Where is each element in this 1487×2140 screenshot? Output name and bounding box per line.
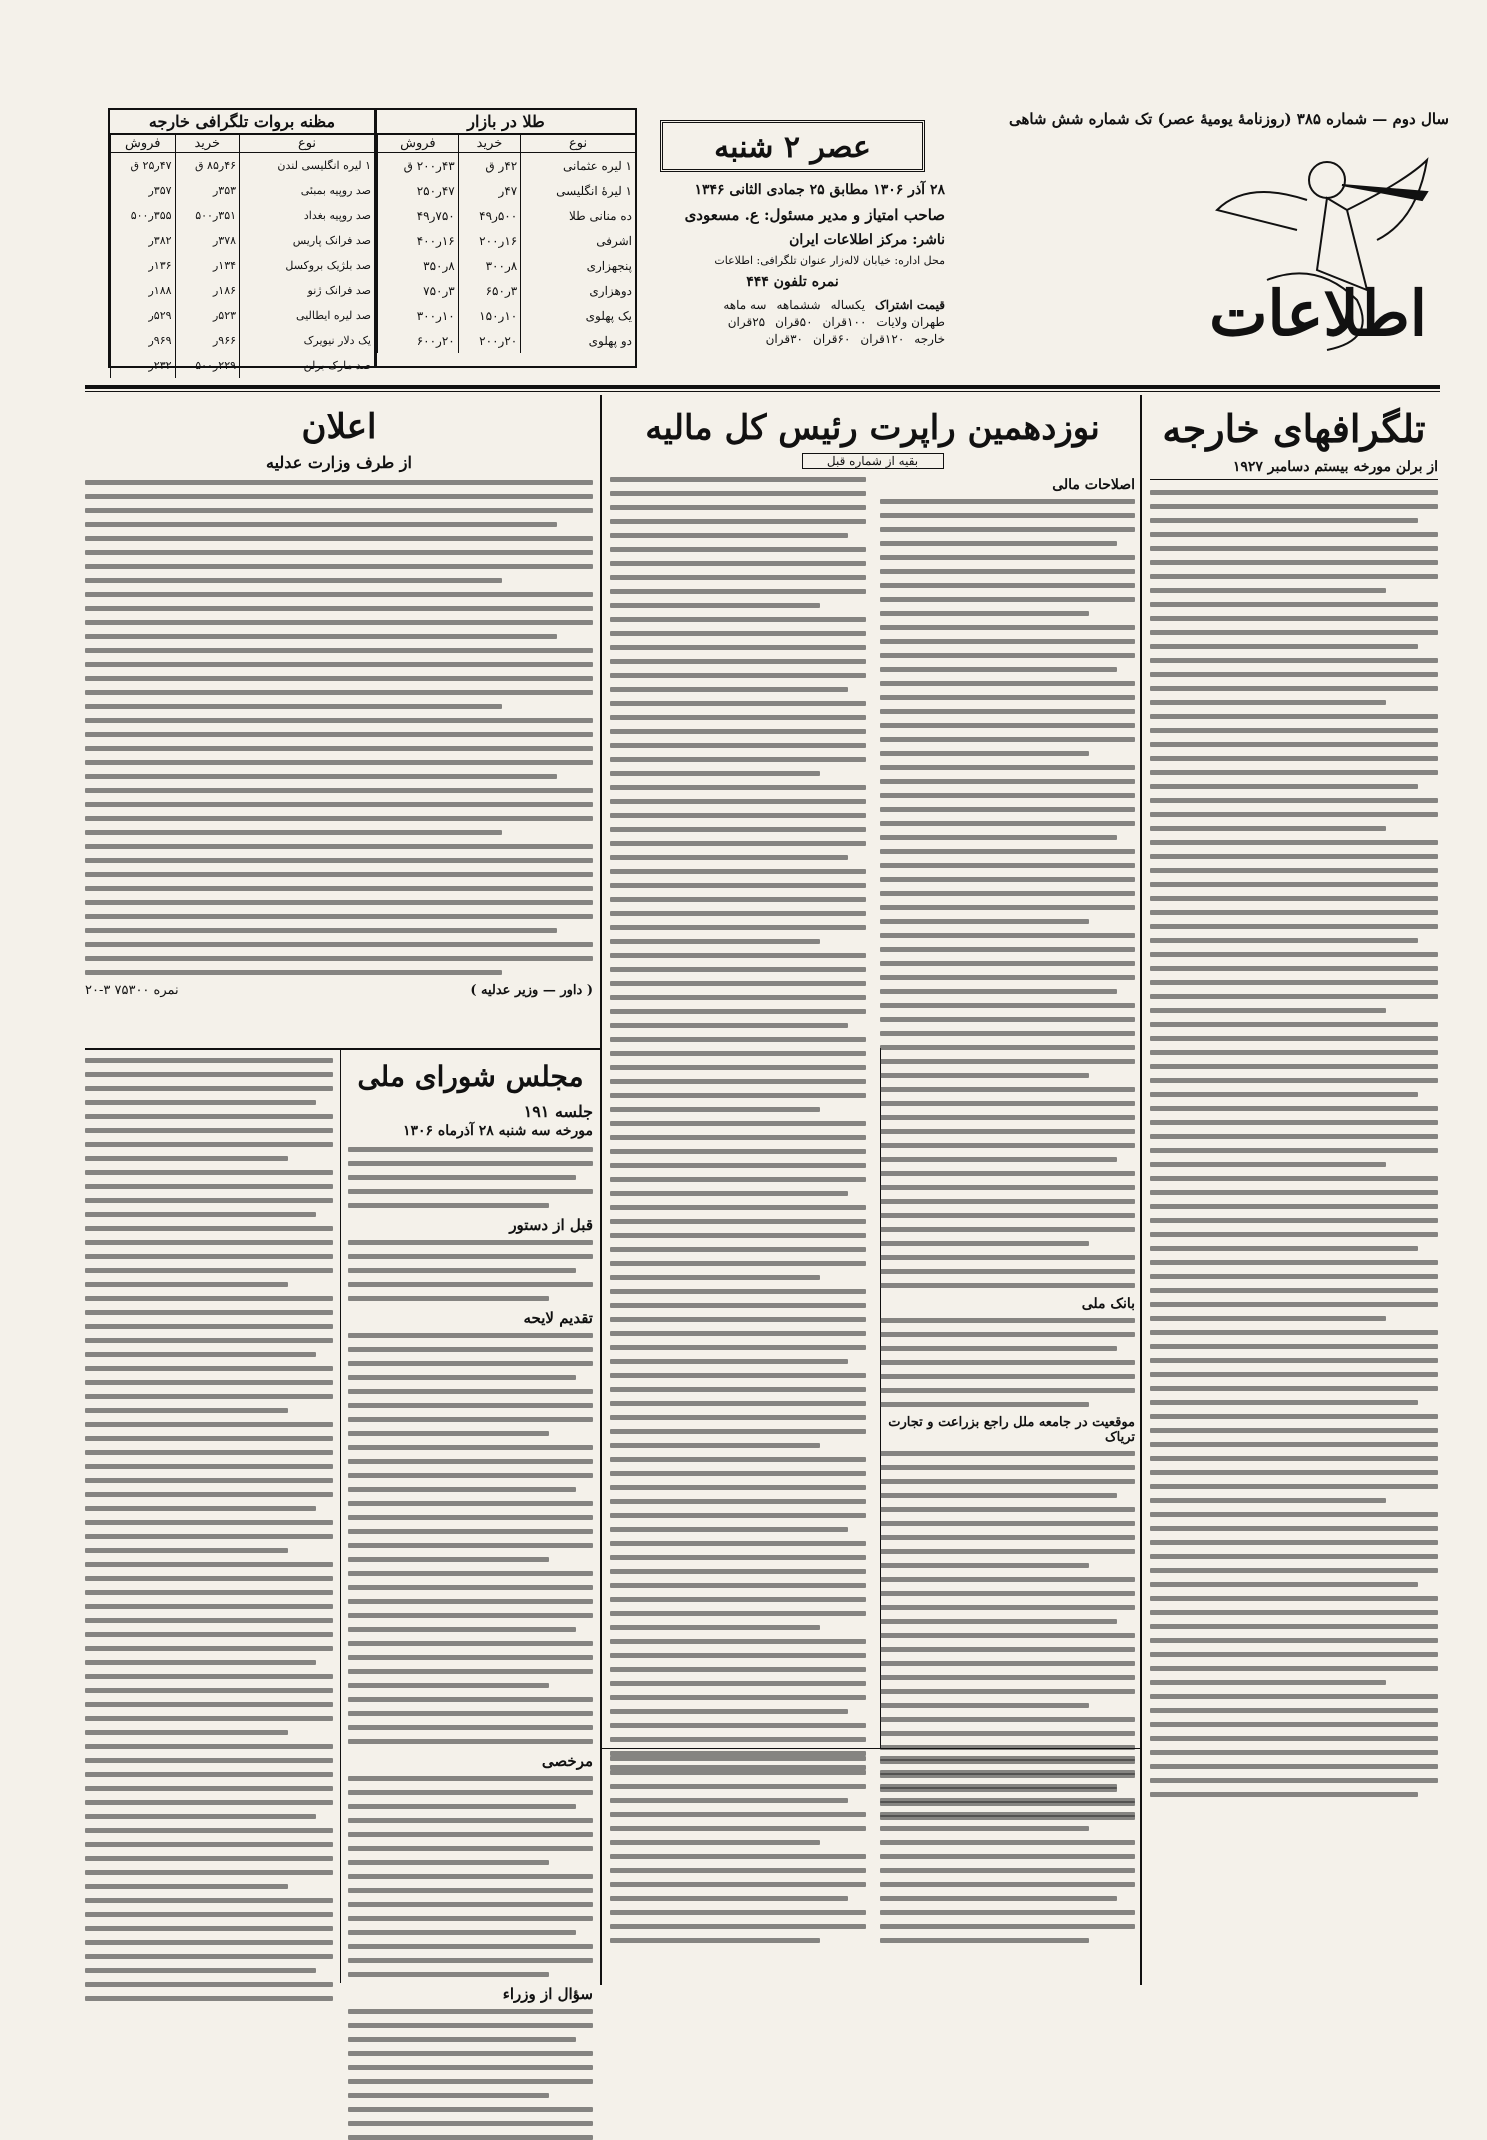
fx-table-grid (110, 135, 374, 378)
table-row (111, 278, 375, 303)
majlis-session: جلسه ۱۹۱ (523, 1102, 593, 1121)
gold-cell: ۲۰ر۶۰۰ (378, 328, 459, 353)
finance-subhead: اصلاحات مالی (1052, 477, 1135, 493)
table-row (378, 278, 636, 303)
fx-cell: ۵۲۹ر (111, 303, 176, 328)
majlis-body (348, 1333, 593, 1744)
table-row (378, 203, 636, 228)
majlis-column (348, 1058, 593, 2003)
fx-table-title: مظنه بروات تلگرافی خارجه (110, 110, 374, 135)
majlis-heading: مجلس شورای ملی (357, 1060, 584, 1093)
publisher-line: ناشر: مرکز اطلاعات ایران (789, 232, 945, 248)
telegrams-heading: تلگرافهای خارجه (1162, 406, 1426, 451)
finance-report-col-b (610, 477, 866, 1820)
fx-cell: صد لیره ایطالیی (240, 303, 374, 328)
logo-text: اطلاعات (1209, 277, 1427, 350)
gold-cell: ۷۵۰ر۴۹ (378, 203, 459, 228)
bottom-news (610, 1756, 1135, 1981)
gold-cell: ۳ر۶۵۰ (458, 278, 520, 303)
subscription-block (640, 298, 945, 346)
subscription-row (640, 315, 945, 329)
gold-cell: ۸ر۳۰۰ (458, 253, 520, 278)
table-row (111, 253, 375, 278)
fx-cell: صد روپیه بمبئی (240, 178, 374, 203)
notice-subheading: از طرف وزارت عدلیه (266, 453, 412, 472)
subscription-price: ۶۰قران (813, 332, 851, 346)
subscription-price: ۲۵قران (727, 315, 766, 329)
table-row (378, 228, 636, 253)
finance-subhead: موقعیت در جامعه ملل راجع بزراعت و تجارت تریاک (888, 1415, 1135, 1445)
gold-cell: ۴۷ر (458, 178, 520, 203)
subscription-header (640, 298, 945, 312)
subscription-period: ششماهه (776, 298, 821, 312)
owner-line: صاحب امتیاز و مدیر مسئول: ع. مسعودی (684, 206, 945, 224)
table-row (111, 303, 375, 328)
majlis-body (348, 1147, 593, 1208)
left-lower-body (85, 1058, 333, 2001)
topline: سال دوم — شماره ۳۸۵ (روزنامهٔ یومیهٔ عصر) تک شماره شش شاهی (1008, 110, 1449, 128)
bottom-news-body (610, 1756, 866, 1943)
masthead-rule (85, 385, 1440, 389)
notice-signature: ( داور — وزیر عدلیه ) (470, 983, 593, 998)
fx-col-header: نوع (240, 135, 374, 153)
table-row (111, 203, 375, 228)
table-row (378, 153, 636, 179)
column-divider (600, 395, 602, 1985)
gold-col-header: فروش (378, 135, 459, 153)
masthead-info (640, 120, 945, 360)
gold-cell: ۳ر۷۵۰ (378, 278, 459, 303)
majlis-body (348, 1776, 593, 1977)
fx-cell: ۳۵۳ر (175, 178, 240, 203)
fx-col-header: خرید (175, 135, 240, 153)
notice-column (85, 405, 593, 1045)
telegrams-column (1150, 405, 1438, 1985)
fx-cell: ۳۷۸ر (175, 228, 240, 253)
finance-body (610, 477, 866, 1770)
phone-line: نمره تلفون ۴۴۴ (746, 274, 839, 290)
column-divider (340, 1048, 341, 1983)
finance-body (880, 499, 1136, 1288)
table-row (111, 353, 375, 378)
section-rule (600, 1748, 1140, 1749)
fx-cell: ۱۸۸ر (111, 278, 176, 303)
day-box: عصر ۲ شنبه (660, 120, 925, 172)
fx-cell: ۱۳۶ر (111, 253, 176, 278)
fx-cell: ۹۶۶ر (175, 328, 240, 353)
majlis-body (348, 1240, 593, 1301)
masthead-logo (1177, 140, 1447, 360)
fx-cell: صد مارک برلن (240, 353, 374, 378)
finance-subhead: بانک ملی (1081, 1296, 1135, 1312)
majlis-subhead: قبل از دستور (509, 1216, 593, 1234)
gold-table-title: طلا در بازار (377, 110, 635, 135)
majlis-date: مورخه سه شنبه ۲۸ آذرماه ۱۳۰۶ (402, 1123, 593, 1139)
gold-cell: ده منانی طلا (521, 203, 635, 228)
subscription-price: ۱۰۰قران (822, 315, 867, 329)
table-row (111, 153, 375, 179)
gold-cell: ۱۶ر۲۰۰ (458, 228, 520, 253)
gold-cell: ۴۳ر۲۰۰ ق (378, 153, 459, 179)
majlis-subhead: تقدیم لایحه (523, 1309, 593, 1327)
fx-cell: ۴۷ر۲۵ ق (111, 153, 176, 179)
subscription-row-label: خارجه (914, 332, 945, 346)
subscription-price: ۵۰قران (775, 315, 813, 329)
fx-cell: ۱ لیره انگلیسی لندن (240, 153, 374, 179)
majlis-subhead: سؤال از وزراء (502, 1985, 593, 2003)
address-line: محل اداره: خیابان لاله‌زار عنوان تلگرافی: اطلاعات (714, 254, 945, 267)
majlis-subhead: مرخصی (541, 1752, 593, 1770)
table-row (378, 303, 636, 328)
column-divider (1140, 395, 1142, 1985)
fx-cell: صد فرانک ژنو (240, 278, 374, 303)
table-row (378, 178, 636, 203)
masthead-rule-thin (85, 391, 1440, 392)
telegrams-body (1150, 490, 1438, 1797)
date-line: ۲۸ آذر ۱۳۰۶ مطابق ۲۵ جمادی الثانی ۱۳۴۶ (694, 182, 945, 198)
bottom-news-columns (610, 1756, 1135, 1943)
subscription-price: ۳۰قران (765, 332, 803, 346)
subscription-price: ۱۲۰قران (860, 332, 905, 346)
notice-footer (85, 983, 593, 998)
finance-report-columns (610, 477, 1135, 1820)
gold-cell: ۱۰ر۱۵۰ (458, 303, 520, 328)
gold-cell: پنجهزاری (521, 253, 635, 278)
fx-cell: یک دلار نیویرک (240, 328, 374, 353)
subscription-period: یکساله (830, 298, 866, 312)
fx-cell: صد فرانک پاریس (240, 228, 374, 253)
table-row (111, 228, 375, 253)
finance-body (880, 1318, 1136, 1407)
fx-cell: ۱۳۴ر (175, 253, 240, 278)
gold-cell: ۱۰ر۳۰۰ (378, 303, 459, 328)
finance-report-subheading: بقیه از شماره قبل (802, 453, 944, 469)
fx-cell: ۳۵۵ر۵۰۰ (111, 203, 176, 228)
table-row (111, 328, 375, 353)
table-row (378, 328, 636, 353)
fx-cell: ۳۵۱ر۵۰۰ (175, 203, 240, 228)
subscription-title: قیمت اشتراک (875, 298, 945, 312)
table-row (111, 178, 375, 203)
fx-cell: صد روپیه بغداد (240, 203, 374, 228)
gold-cell: دو پهلوی (521, 328, 635, 353)
fx-cell: ۲۳۲ر (111, 353, 176, 378)
fx-cell: ۵۲۳ر (175, 303, 240, 328)
telegrams-byline: از برلن مورخه بیستم دسامبر ۱۹۲۷ (1150, 459, 1438, 480)
subscription-row-label: طهران ولایات (876, 315, 945, 329)
majlis-body (348, 2009, 593, 2140)
section-rule (85, 1048, 600, 1050)
gold-table-grid (377, 135, 635, 353)
fx-cell: ۱۸۶ر (175, 278, 240, 303)
gold-cell: ۴۷ر۲۵۰ (378, 178, 459, 203)
gold-cell: ۴۲ر ق (458, 153, 520, 179)
gold-cell: ۱ لیرهٔ انگلیسی (521, 178, 635, 203)
gold-cell: ۱ لیره عثمانی (521, 153, 635, 179)
fx-cell: ۲۲۹ر۵۰۰ (175, 353, 240, 378)
gold-cell: ۱۶ر۴۰۰ (378, 228, 459, 253)
notice-serial: نمره ۷۵۳۰۰ ۳-۲۰ (85, 983, 179, 998)
gold-cell: ۵۰۰ر۴۹ (458, 203, 520, 228)
finance-report-heading: نوزدهمین راپرت رئیس کل مالیه (645, 408, 1100, 448)
fx-rate-table (108, 108, 376, 372)
finance-report-col-a (880, 477, 1136, 1820)
fx-cell: ۳۵۷ر (111, 178, 176, 203)
fx-cell: صد بلژیک بروکسل (240, 253, 374, 278)
notice-body (85, 480, 593, 975)
gold-cell: اشرفی (521, 228, 635, 253)
fx-cell: ۴۶ر۸۵ ق (175, 153, 240, 179)
fx-cell: ۳۸۲ر (111, 228, 176, 253)
gold-col-header: خرید (458, 135, 520, 153)
left-lower-column (85, 1058, 333, 1988)
gold-cell: ۲۰ر۲۰۰ (458, 328, 520, 353)
fx-col-header: فروش (111, 135, 176, 153)
gold-col-header: نوع (521, 135, 635, 153)
fx-cell: ۹۶۹ر (111, 328, 176, 353)
gold-price-table (375, 108, 637, 368)
gold-cell: ۸ر۳۵۰ (378, 253, 459, 278)
bottom-news-body (880, 1756, 1136, 1943)
gold-cell: یک پهلوی (521, 303, 635, 328)
notice-heading: اعلان (301, 407, 377, 447)
subscription-row (640, 332, 945, 346)
subscription-period: سه ماهه (723, 298, 767, 312)
table-row (378, 253, 636, 278)
gold-cell: دوهزاری (521, 278, 635, 303)
